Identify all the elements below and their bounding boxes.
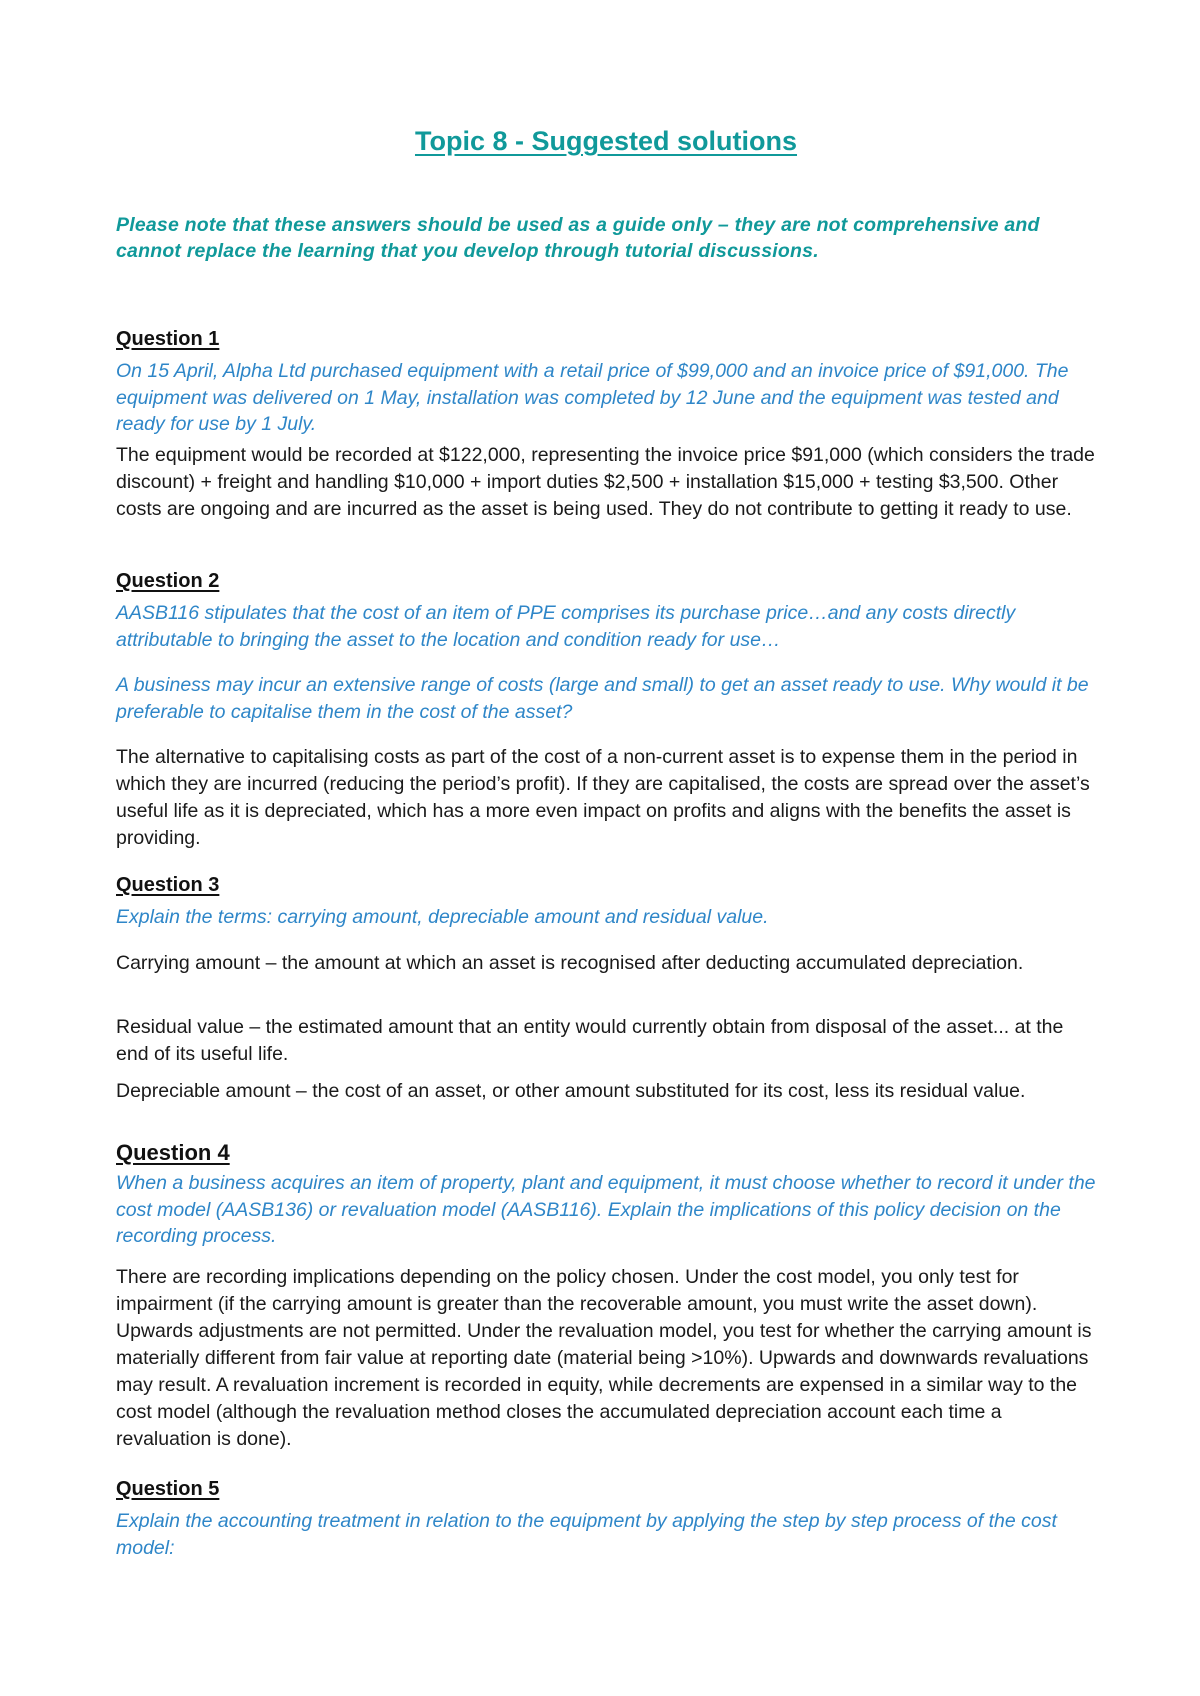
question-4-heading: Question 4 xyxy=(116,1140,230,1165)
question-3-answer-depreciable: Depreciable amount – the cost of an asset, or other amount substituted for its cost, less its residual value. xyxy=(116,1080,1026,1102)
question-4-prompt: When a business acquires an item of property, plant and equipment, it must choose whether to record it under the cost model (AASB136) or revaluation model (AASB116). Explain the implications of this policy decision on the recording process. xyxy=(116,1172,1096,1247)
question-3-answer-residual: Residual value – the estimated amount that an entity would currently obtain from disposal of the asset... at the end of its useful life. xyxy=(116,1016,1064,1065)
question-3-heading: Question 3 xyxy=(116,874,220,896)
question-3-answer-carrying: Carrying amount – the amount at which an asset is recognised after deducting accumulated depreciation. xyxy=(116,952,1024,974)
question-2-prompt: AASB116 stipulates that the cost of an item of PPE comprises its purchase price…and any costs directly attributable to bringing the asset to the location and condition ready for use… xyxy=(116,602,1016,651)
question-5-heading: Question 5 xyxy=(116,1478,220,1500)
question-1-prompt: On 15 April, Alpha Ltd purchased equipment with a retail price of $99,000 and an invoice price of $91,000. The equipment was delivered on 1 May, installation was completed by 12 June and the equipment was tested and ready for use by 1 July. xyxy=(116,360,1069,435)
question-4-answer: There are recording implications depending on the policy chosen. Under the cost model, you only test for impairment (if the carrying amount is greater than the recoverable amount, you must write the asset down). Upwards adjustments are not permitted. Under the revaluation model, you test for whether the carrying amount is materially different from fair value at reporting date (material being >10%). Upwards and downwards revaluations may result. A revaluation increment is recorded in equity, while decrements are expensed in a similar way to the cost model (although the revaluation method closes the accumulated depreciation account each time a revaluation is done). xyxy=(116,1266,1092,1450)
guidance-note: Please note that these answers should be used as a guide only – they are not comprehensive and cannot replace the learning that you develop through tutorial discussions. xyxy=(116,214,1040,262)
question-2-prompt-2: A business may incur an extensive range of costs (large and small) to get an asset ready to use. Why would it be preferable to capitalise them in the cost of the asset? xyxy=(116,674,1089,723)
question-2-heading: Question 2 xyxy=(116,570,220,592)
question-3-prompt: Explain the terms: carrying amount, depreciable amount and residual value. xyxy=(116,906,769,928)
page-title: Topic 8 - Suggested solutions xyxy=(414,126,798,156)
question-1-answer: The equipment would be recorded at $122,000, representing the invoice price $91,000 (which considers the trade discount) + freight and handling $10,000 + import duties $2,500 + installation $15,000 + testing $3,500. Other costs are ongoing and are incurred as the asset is being used. They do not contribute to getting it ready to use. xyxy=(116,444,1095,520)
question-2-answer: The alternative to capitalising costs as part of the cost of a non-current asset is to expense them in the period in which they are incurred (reducing the period’s profit). If they are capitalised, the costs are spread over the asset’s useful life as it is depreciated, which has a more even impact on profits and aligns with the benefits the asset is providing. xyxy=(116,746,1090,849)
question-5-prompt: Explain the accounting treatment in relation to the equipment by applying the step by step process of the cost model: xyxy=(116,1510,1057,1559)
question-1-heading: Question 1 xyxy=(116,328,220,350)
